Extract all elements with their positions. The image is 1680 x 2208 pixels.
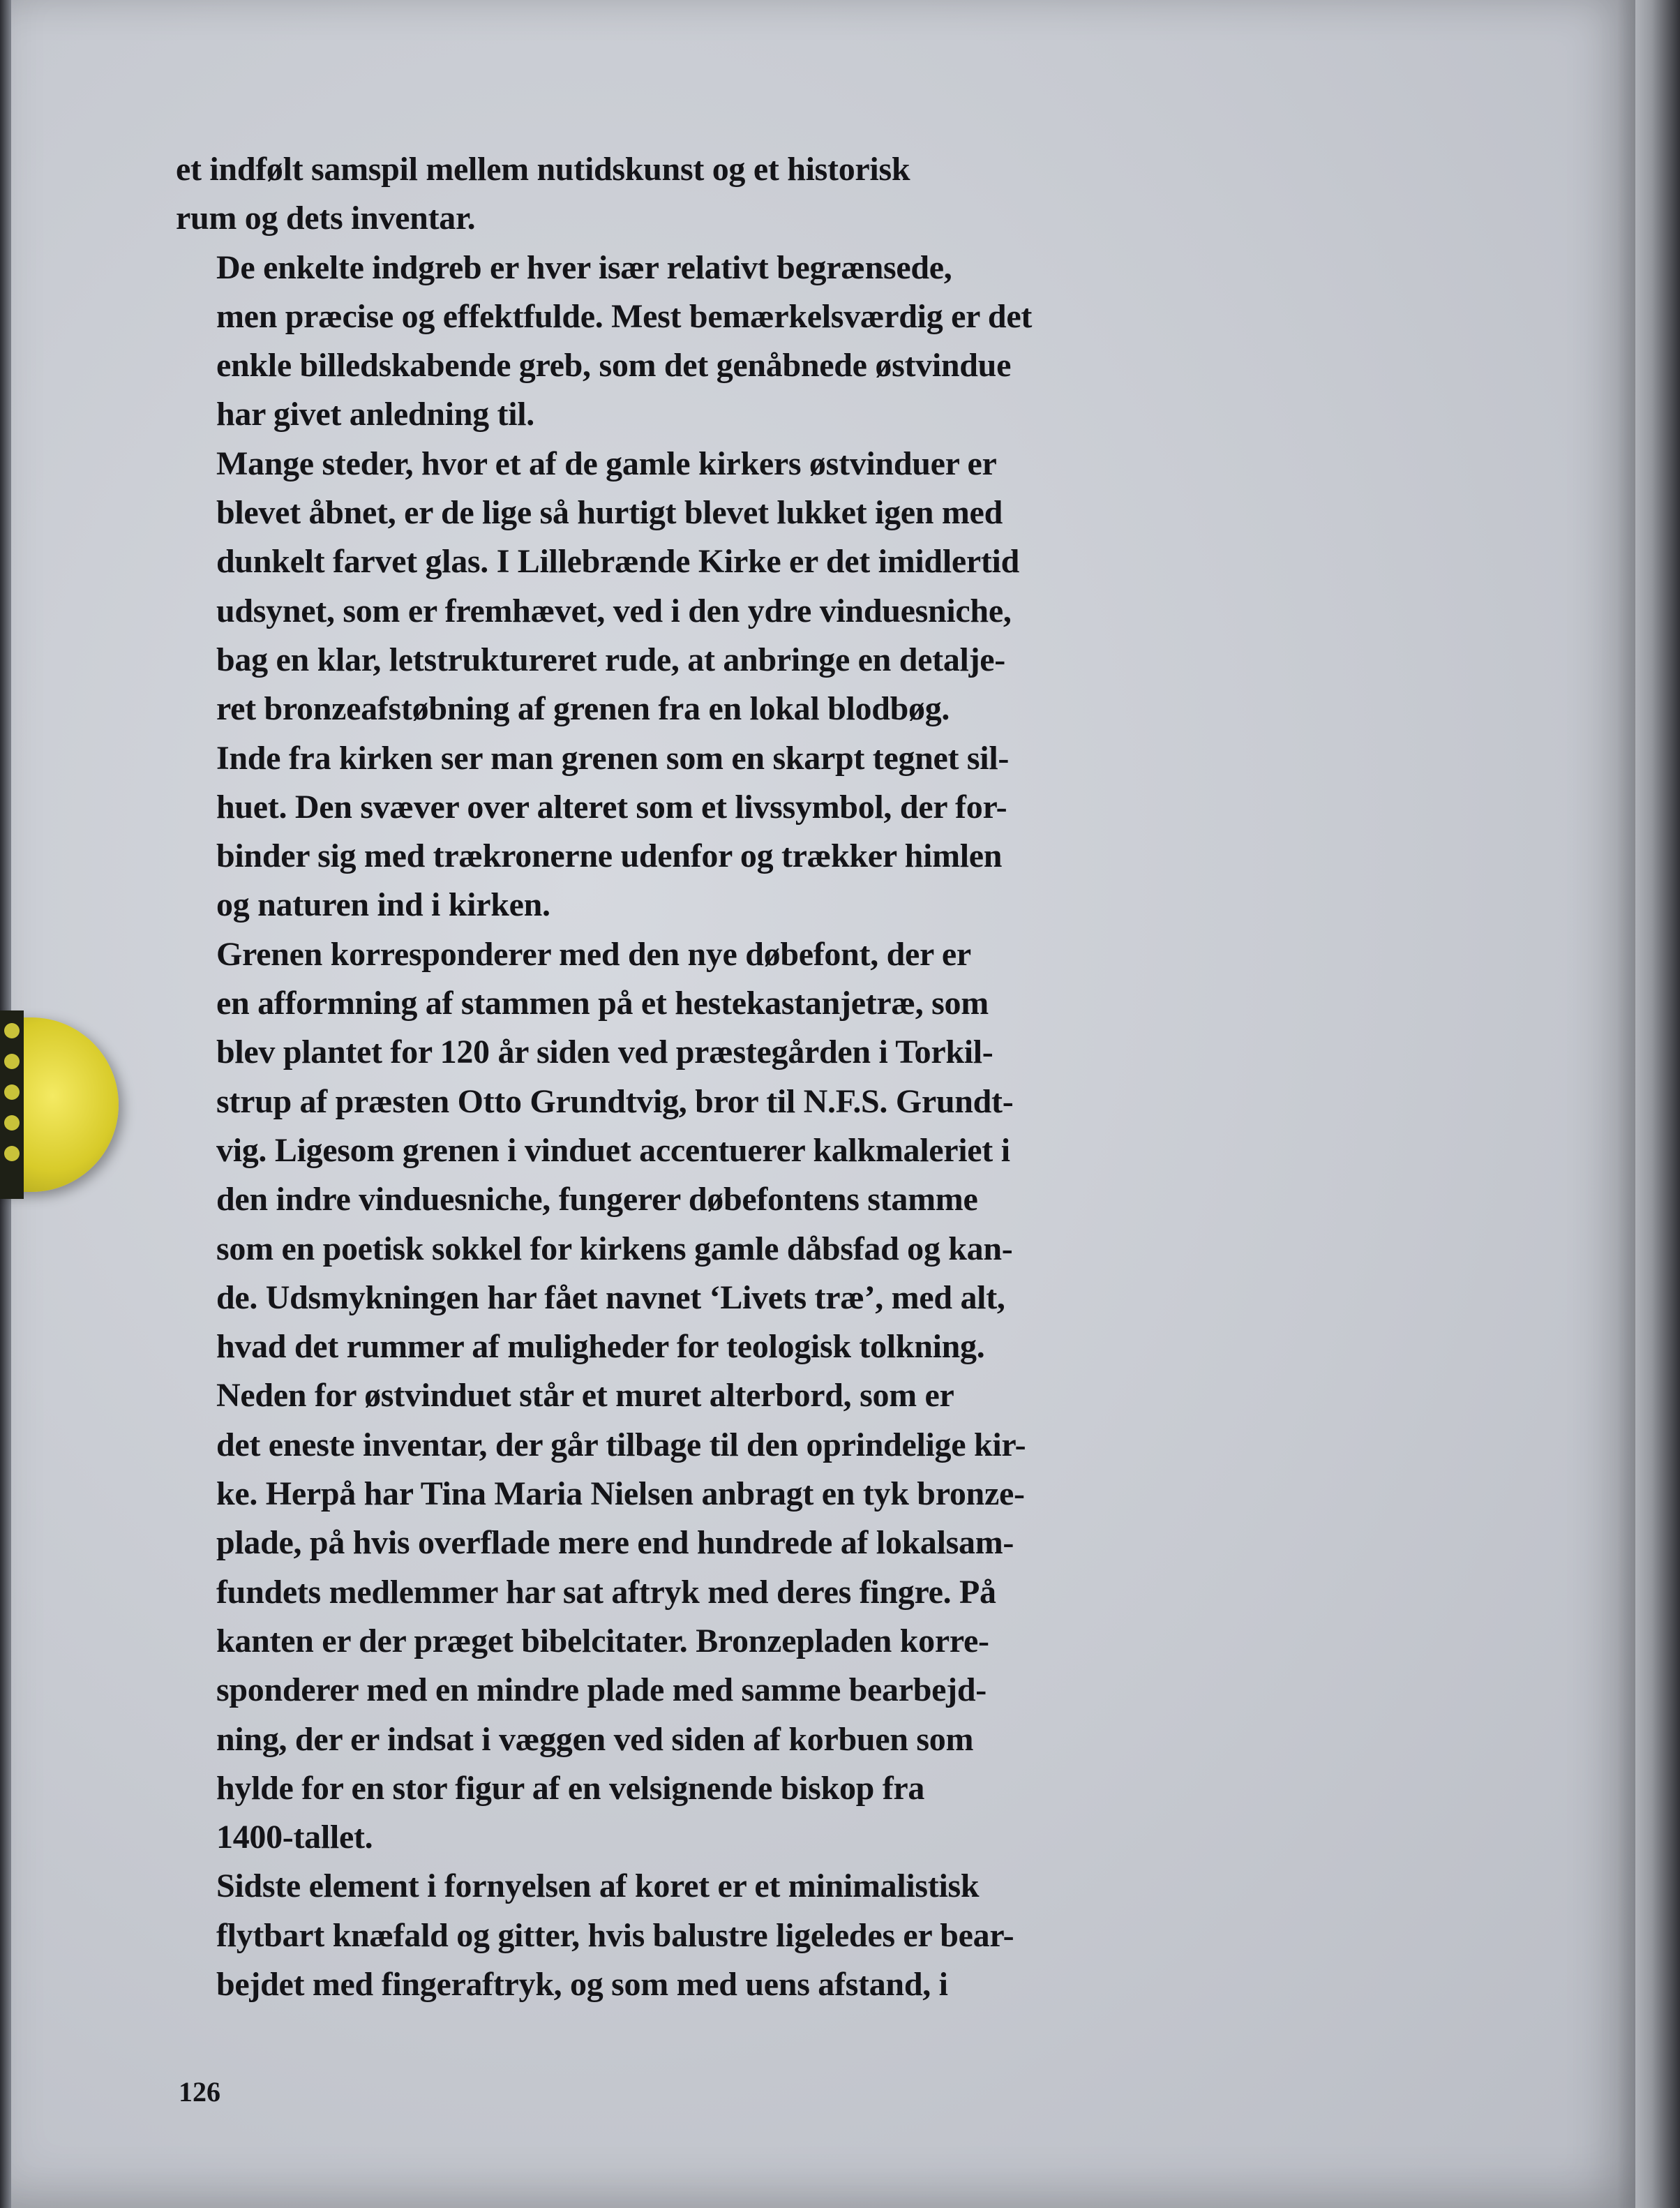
clip-dot-icon: [4, 1023, 20, 1038]
clip-dot-icon: [4, 1084, 20, 1100]
text-line: kanten er der præget bibelcitater. Bronzepladen korre-: [216, 1622, 989, 1659]
paragraph: [176, 1371, 1201, 1862]
text-line: binder sig med trækronerne udenfor og trækker himlen: [216, 837, 1003, 875]
text-line: strup af præsten Otto Grundtvig, bror til N.F.S. Grundt-: [216, 1082, 1014, 1120]
text-line: det eneste inventar, der går tilbage til den oprindelige kir-: [216, 1426, 1026, 1463]
text-line: har givet anledning til.: [216, 396, 534, 433]
text-line: sponderer med en mindre plade med samme bearbejd-: [216, 1671, 987, 1709]
text-line: Grenen korresponderer med den nye døbefont, der er: [216, 935, 971, 973]
body-text: [176, 145, 1201, 2009]
page-number: 126: [179, 2076, 220, 2108]
text-line: ning, der er indsat i væggen ved siden af korbuen som: [216, 1720, 974, 1758]
paragraph: [176, 145, 1201, 244]
text-line: som en poetisk sokkel for kirkens gamle dåbsfad og kan-: [216, 1230, 1013, 1267]
text-line: dunkelt farvet glas. I Lillebrænde Kirke er det imidlertid: [216, 543, 1019, 581]
text-line: ke. Herpå har Tina Maria Nielsen anbragt en tyk bronze-: [216, 1475, 1025, 1513]
text-line: plade, på hvis overflade mere end hundrede af lokalsam-: [216, 1524, 1014, 1562]
text-line: huet. Den svæver over alteret som et livssymbol, der for-: [216, 788, 1007, 826]
paragraph: [176, 440, 1201, 930]
text-line: blev plantet for 120 år siden ved præstegården i Torkil-: [216, 1034, 993, 1071]
text-line: en afformning af stammen på et hestekastanjetræ, som: [216, 985, 989, 1022]
paragraph: [176, 244, 1201, 440]
book-page: [10, 0, 1635, 2208]
text-line: men præcise og effektfulde. Mest bemærkelsværdig er det: [216, 297, 1033, 335]
text-line: de. Udsmykningen har fået navnet ‘Livets træ’, med alt,: [216, 1278, 1005, 1316]
text-line: bejdet med fingeraftryk, og som med uens afstand, i: [216, 1965, 948, 2003]
clip-dot-icon: [4, 1146, 20, 1161]
paragraph: [176, 1862, 1201, 2009]
scan-edge-right: [1617, 0, 1680, 2208]
text-line: vig. Ligesom grenen i vinduet accentuerer kalkmaleriet i: [216, 1131, 1010, 1169]
paragraph: [176, 930, 1201, 1372]
text-line: bag en klar, letstruktureret rude, at anbringe en detalje-: [216, 641, 1005, 678]
yellow-binder-clip: [0, 1010, 128, 1199]
clip-strip: [0, 1010, 24, 1199]
text-line: hvad det rummer af muligheder for teologisk tolkning.: [216, 1328, 985, 1366]
text-line: De enkelte indgreb er hver især relativt begrænsede,: [216, 248, 952, 286]
text-line: Mange steder, hvor et af de gamle kirkers østvinduer er: [216, 445, 997, 482]
text-line: udsynet, som er fremhævet, ved i den ydre vinduesniche,: [216, 592, 1012, 629]
text-line: blevet åbnet, er de lige så hurtigt blevet lukket igen med: [216, 494, 1003, 532]
text-line: Inde fra kirken ser man grenen som en skarpt tegnet sil-: [216, 739, 1010, 777]
text-line: ret bronzeafstøbning af grenen fra en lokal blodbøg.: [216, 690, 950, 728]
clip-dot-icon: [4, 1115, 20, 1131]
text-line: Neden for østvinduet står et muret alterbord, som er: [216, 1377, 954, 1415]
text-line: rum og dets inventar.: [176, 200, 476, 237]
text-line: fundets medlemmer har sat aftryk med deres fingre. På: [216, 1573, 996, 1611]
text-line: og naturen ind i kirken.: [216, 886, 550, 924]
text-line: 1400-tallet.: [216, 1819, 373, 1856]
text-line: den indre vinduesniche, fungerer døbefontens stamme: [216, 1181, 978, 1218]
text-line: hylde for en stor figur af en velsignende biskop fra: [216, 1769, 925, 1807]
text-line: flytbart knæfald og gitter, hvis balustre ligeledes er bear-: [216, 1916, 1014, 1954]
clip-dot-icon: [4, 1054, 20, 1069]
text-line: Sidste element i fornyelsen af koret er et minimalistisk: [216, 1867, 980, 1905]
text-line: enkle billedskabende greb, som det genåbnede østvindue: [216, 347, 1012, 385]
text-line: et indfølt samspil mellem nutidskunst og et historisk: [176, 151, 910, 188]
